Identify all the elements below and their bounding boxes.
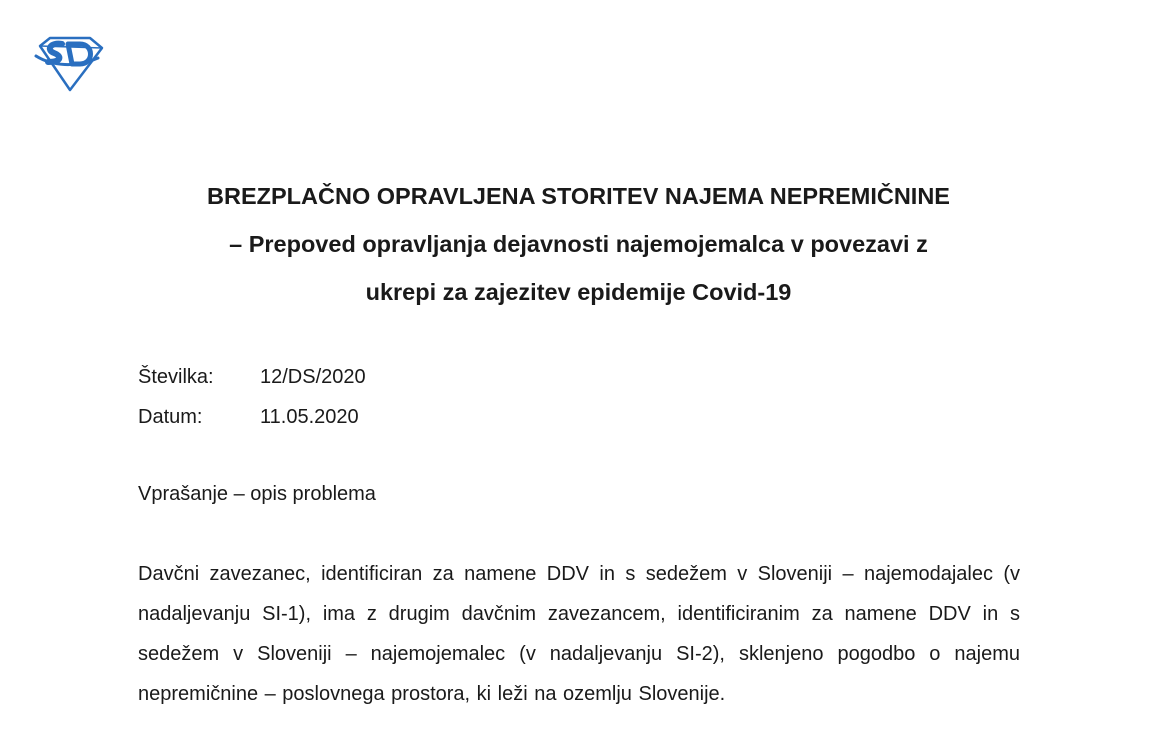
document-title	[0, 172, 1157, 316]
number-value: 12/DS/2020	[260, 366, 366, 388]
title-line-2: – Prepoved opravljanja dejavnosti najemojemalca v povezavi z	[229, 231, 928, 257]
section-heading: Vprašanje – opis problema	[138, 483, 376, 505]
company-logo	[32, 36, 106, 92]
number-row	[138, 357, 366, 397]
number-label: Številka:	[138, 366, 214, 388]
diamond-logo-icon	[32, 36, 106, 92]
date-row	[138, 397, 366, 437]
date-label: Datum:	[138, 406, 203, 428]
body-paragraph: Davčni zavezanec, identificiran za namene DDV in s sedežem v Sloveniji – najemodajalec (v nadaljevanju SI-1), ima z drugim davčnim zavezancem, identificiranim za namene DDV in s sedežem v Sloveniji – najemojemalec (v nadaljevanju SI-2), sklenjeno pogodbo o najemu nepremičnine – poslovnega prostora, ki leži na ozemlju Slovenije.	[138, 563, 1020, 705]
title-line-1: BREZPLAČNO OPRAVLJENA STORITEV NAJEMA NEPREMIČNINE	[207, 183, 950, 209]
title-line-3: ukrepi za zajezitev epidemije Covid-19	[365, 279, 792, 305]
document-meta	[138, 357, 366, 437]
date-value: 11.05.2020	[260, 406, 359, 428]
